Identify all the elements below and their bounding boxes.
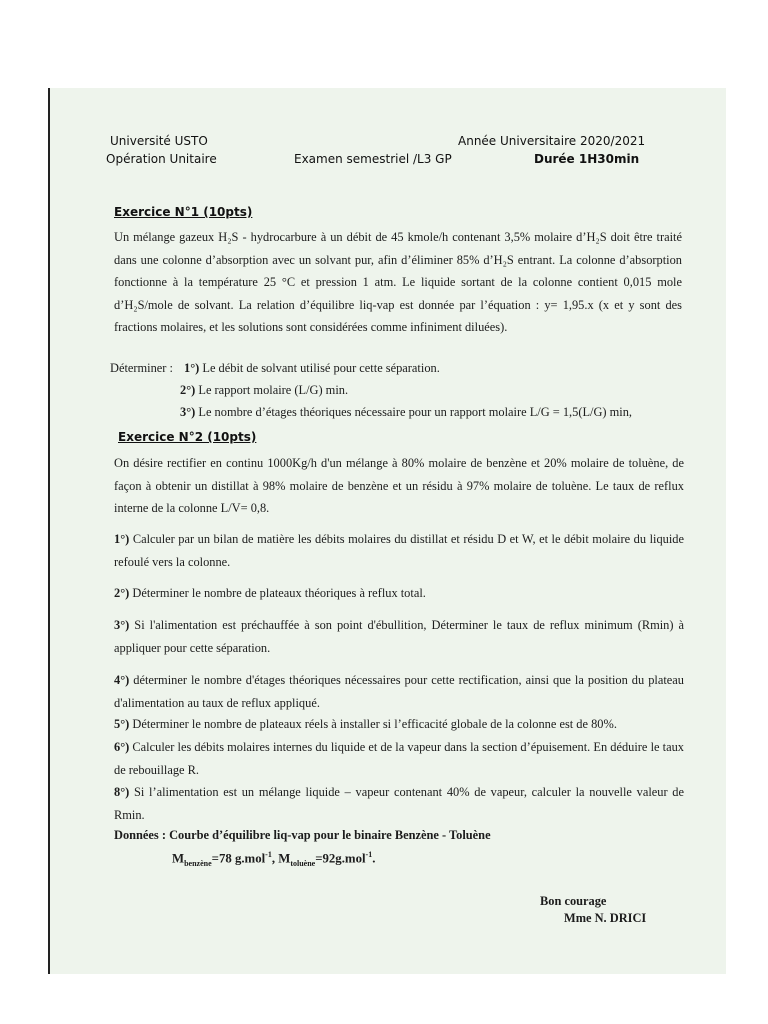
- question-number: 3°): [180, 405, 196, 419]
- question-number: 8°): [114, 785, 130, 799]
- determine-label: Déterminer :: [110, 361, 173, 375]
- exam-duration: Durée 1H30min: [534, 152, 640, 166]
- benzene-mass-value: =78 g.mol: [211, 851, 266, 866]
- benzene-mass-symbol: M: [172, 851, 185, 866]
- question-number: 6°): [114, 740, 130, 754]
- question-number: 5°): [114, 717, 130, 731]
- question-text: Si l’alimentation est un mélange liquide – vapeur contenant 40% de vapeur, calculer la nouvelle valeur de Rmin.: [114, 785, 684, 822]
- question-text: Le nombre d’étages théoriques nécessaire pour un rapport molaire L/G = 1,5(L/G) min,: [198, 405, 633, 419]
- question-text: Déterminer le nombre de plateaux théoriques à reflux total.: [132, 586, 426, 600]
- question-number: 1°): [184, 361, 200, 375]
- toluene-mass-value: =92g.mol: [315, 851, 366, 866]
- course-name: Opération Unitaire: [106, 152, 217, 166]
- molar-masses: [172, 850, 375, 868]
- mass-separator: ,: [271, 851, 279, 866]
- ex2-question-8: [114, 781, 684, 826]
- exercise2-intro: On désire rectifier en continu 1000Kg/h d'un mélange à 80% molaire de benzène et 20% molaire de toluène, de façon à obtenir un distillat à 98% molaire de benzène et un résidu à 97% molaire de toluène. Le taux de reflux interne de la colonne L/V= 0,8.: [114, 456, 684, 515]
- benzene-mass-exponent: -1: [265, 850, 272, 859]
- ex2-question-2: [114, 582, 684, 605]
- ex1-question-3: [180, 405, 632, 420]
- question-text: Si l'alimentation est préchauffée à son point d'ébullition, Déterminer le taux de reflux minimum (Rmin) à appliquer pour cette séparation.: [114, 618, 684, 655]
- question-text: Déterminer le nombre de plateaux réels à installer si l’efficacité globale de la colonne est de 80%.: [132, 717, 617, 731]
- toluene-mass-symbol: M: [278, 851, 291, 866]
- ex2-question-6: [114, 736, 684, 781]
- toluene-mass-subscript: toluène: [290, 858, 316, 868]
- question-number: 2°): [180, 383, 196, 397]
- exercise1-title: Exercice N°1 (10pts): [114, 205, 253, 219]
- question-text: Calculer les débits molaires internes du liquide et de la vapeur dans la section d’épuisement. En déduire le taux de rebouillage R.: [114, 740, 684, 777]
- question-number: 1°): [114, 532, 130, 546]
- ex1-question-1: [184, 361, 440, 376]
- question-text: déterminer le nombre d'étages théoriques nécessaires pour cette rectification, ainsi que la position du plateau d'alimentation au taux de reflux appliqué.: [114, 673, 684, 710]
- exercise2-title: Exercice N°2 (10pts): [118, 430, 257, 444]
- benzene-mass-subscript: benzène: [184, 858, 212, 868]
- question-text: Le rapport molaire (L/G) min.: [198, 383, 349, 397]
- question-text: Le débit de solvant utilisé pour cette séparation.: [202, 361, 440, 375]
- academic-year: Année Universitaire 2020/2021: [458, 134, 646, 148]
- university-name: Université USTO: [110, 134, 208, 148]
- ex2-question-3: [114, 614, 684, 659]
- mass-end: .: [372, 851, 376, 866]
- question-text: Calculer par un bilan de matière les débits molaires du distillat et résidu D et W, et le débit molaire du liquide refoulé vers la colonne.: [114, 532, 684, 569]
- exercise1-paragraph: Un mélange gazeux H₂S - hydrocarbure à un débit de 45 kmole/h contenant 3,5% molaire d’H₂S doit être traité dans une colonne d’absorption avec un solvant pur, afin d’éliminer 85% d’H₂S entrant. La colonne d’absorption fonctionne à la température 25 °C et pression 1 atm. Le liquide sortant de la colonne contient 0,015 mole d’H₂S/mole de solvant. La relation d’équilibre liq-vap est donnée par l’équation : y= 1,95.x (x et y sont des fractions molaires, et les solutions sont considérées comme infiniment diluées).: [114, 230, 682, 334]
- ex2-question-1: [114, 528, 684, 573]
- question-number: 2°): [114, 586, 130, 600]
- exam-type: Examen semestriel /L3 GP: [294, 152, 452, 166]
- question-number: 3°): [114, 618, 130, 632]
- ex2-question-4: [114, 669, 684, 714]
- toluene-mass-exponent: -1: [365, 850, 373, 859]
- closing-text: Bon courage: [540, 894, 607, 908]
- author-name: Mme N. DRICI: [564, 911, 647, 925]
- question-number: 4°): [114, 673, 130, 687]
- data-label: Données : Courbe d’équilibre liq-vap pour le binaire Benzène - Toluène: [114, 828, 491, 842]
- ex1-question-2: [180, 383, 348, 398]
- ex2-question-5: [114, 713, 684, 736]
